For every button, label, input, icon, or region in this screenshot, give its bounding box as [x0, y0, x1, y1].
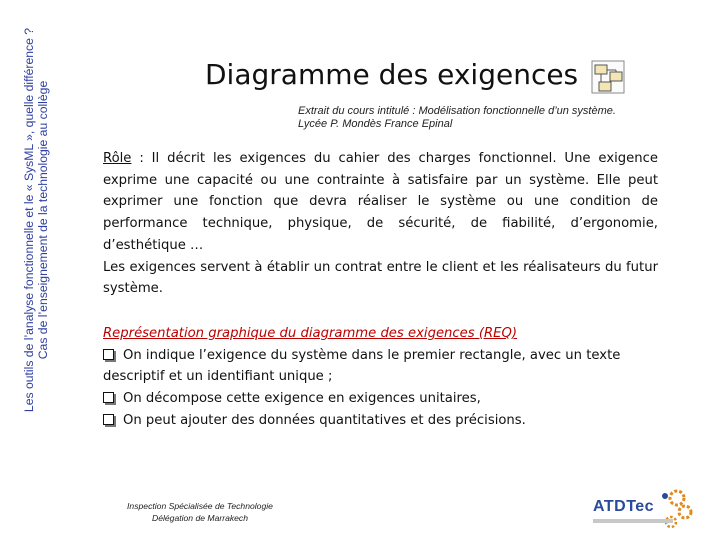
page-title: Diagramme des exigences	[205, 58, 579, 91]
logo-tagline-bar	[593, 519, 673, 523]
role-label: Rôle	[103, 151, 132, 166]
extract-note	[298, 105, 698, 131]
list-item	[103, 410, 658, 432]
extract-line-1: Extrait du cours intitulé : Modélisation fonctionnelle d’un système.	[298, 105, 616, 117]
sidebar-text	[22, 0, 92, 490]
role-paragraph	[103, 148, 658, 300]
sidebar-vertical-title	[14, 0, 84, 540]
logo-text: ATDTec	[593, 498, 655, 515]
sidebar-line-1: Les outils de l’analyse fonctionnelle et le « SysML », quelle différence ?	[22, 27, 36, 413]
sidebar-line-2: Cas de l’enseignement de la technologie au collège	[36, 80, 50, 360]
list-item	[103, 345, 658, 388]
checkbox-bullet-icon	[103, 349, 114, 360]
atdtec-logo	[585, 488, 695, 533]
extract-line-2: Lycée P. Mondès France Epinal	[298, 118, 453, 130]
checkbox-bullet-icon	[103, 392, 114, 403]
footer-line-2: Délégation de Marrakech	[151, 513, 249, 523]
representation-section	[103, 323, 658, 432]
list-item-text: On décompose cette exigence en exigences unitaires,	[123, 391, 481, 407]
representation-title: Représentation graphique du diagramme des exigences (REQ)	[103, 326, 518, 341]
role-text: : Il décrit les exigences du cahier des charges fonctionnel. Une exigence exprime une capacité ou une contrainte à satisfaire par un système. Elle peut exprimer une fonction que devra réaliser le système ou une condition de performance technique, physique, de sécurité, de fiabilité, d’ergonomie, d’esthétique …	[103, 151, 658, 253]
footer	[110, 500, 290, 524]
requirement-diagram-icon	[591, 60, 625, 94]
list-item-text: On peut ajouter des données quantitatives et des précisions.	[123, 412, 526, 428]
checkbox-bullet-icon	[103, 414, 114, 425]
list-item-text: On indique l’exigence du système dans le premier rectangle, avec un texte descriptif et un identifiant unique ;	[103, 347, 621, 385]
footer-line-1: Inspection Spécialisée de Technologie	[127, 501, 273, 511]
role-text-2: Les exigences servent à établir un contrat entre le client et les réalisateurs du futur système.	[103, 259, 658, 297]
list-item	[103, 388, 658, 410]
